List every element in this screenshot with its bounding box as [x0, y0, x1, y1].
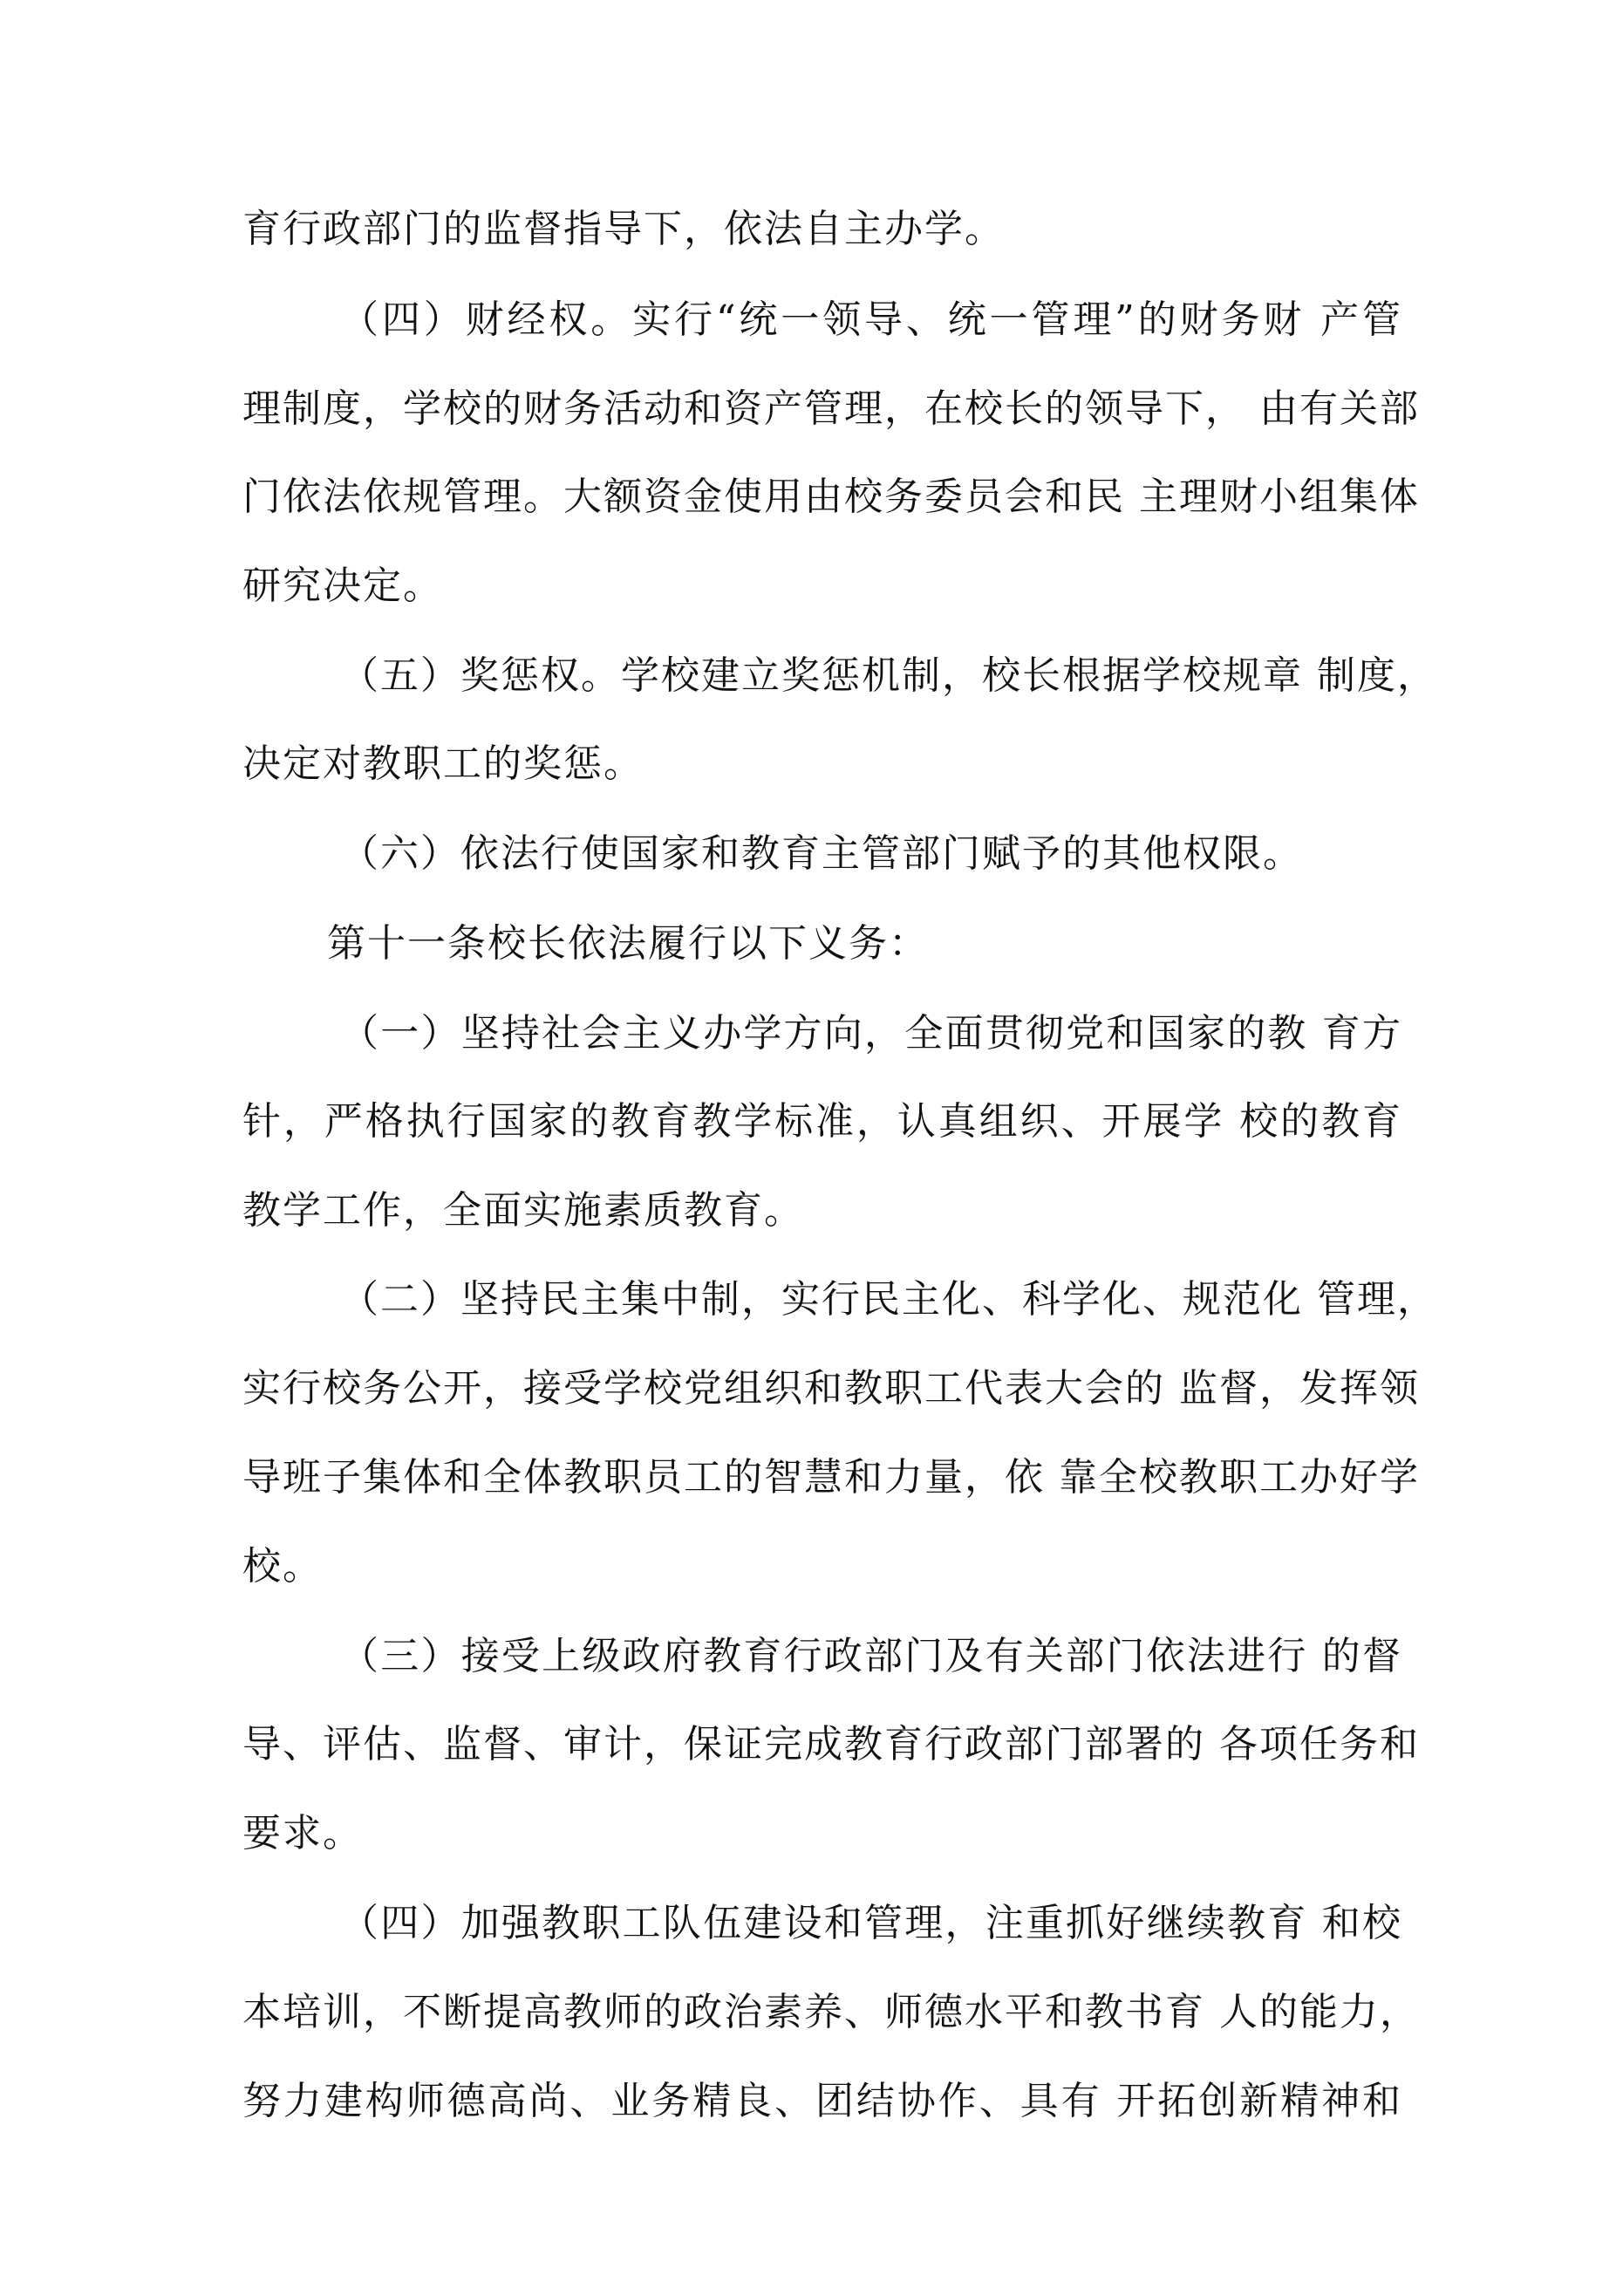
paragraph-line: （四）财经权。实行“统一领导、统一管理”的财务财 产管 — [340, 297, 1402, 342]
text-line: 针，严格执行国家的教育教学标准，认真组织、开展学 校的教育 — [242, 1099, 1402, 1144]
text-line: 研究决定。 — [242, 564, 443, 608]
paragraph-line: （五）奖惩权。学校建立奖惩机制，校长根据学校规章 制度， — [340, 653, 1437, 698]
text-line: 决定对教职工的奖惩。 — [242, 741, 644, 786]
text-line: 校。 — [242, 1544, 323, 1589]
text-line: 本培训，不断提高教师的政治素养、师德水平和教书育 人的能力， — [242, 1990, 1420, 2034]
paragraph-line: （三）接受上级政府教育行政部门及有关部门依法进行 的督 — [340, 1634, 1402, 1678]
paragraph-line: （一）坚持社会主义办学方向，全面贯彻党和国家的教 育方 — [340, 1011, 1402, 1056]
text-line: 理制度，学校的财务活动和资产管理，在校长的领导下， 由有关部 — [242, 386, 1420, 431]
text-line: 导班子集体和全体教职员工的智慧和力量，依 靠全校教职工办好学 — [242, 1455, 1420, 1500]
text-line: 实行校务公开，接受学校党组织和教职工代表大会的 监督，发挥领 — [242, 1366, 1420, 1411]
paragraph-line: （四）加强教职工队伍建设和管理，注重抓好继续教育 和校 — [340, 1901, 1402, 1945]
text-line: 教学工作，全面实施素质教育。 — [242, 1188, 804, 1233]
paragraph-line: （六）依法行使国家和教育主管部门赋予的其他权限。 — [340, 831, 1303, 876]
article-heading: 第十一条校长依法履行以下义务： — [327, 921, 929, 966]
paragraph-line: （二）坚持民主集中制，实行民主化、科学化、规范化 管理， — [340, 1277, 1437, 1322]
text-line: 育行政部门的监督指导下，依法自主办学。 — [242, 207, 1005, 251]
text-line: 努力建构师德高尚、业务精良、团结协作、具有 开拓创新精神和 — [242, 2079, 1402, 2123]
text-line: 要求。 — [242, 1811, 363, 1855]
text-line: 导、评估、监督、审计，保证完成教育行政部门部署的 各项任务和 — [242, 1722, 1420, 1766]
text-line: 门依法依规管理。大额资金使用由校务委员会和民 主理财小组集体 — [242, 475, 1420, 519]
